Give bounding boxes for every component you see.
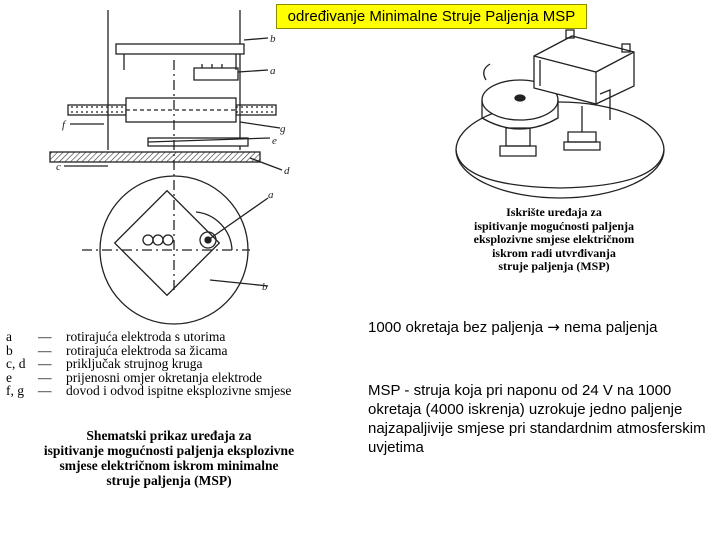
legend-dash: — bbox=[38, 342, 52, 358]
legend-key: a bbox=[6, 329, 12, 344]
legend-key: f, g bbox=[6, 383, 24, 398]
caption-line: Iskrište uređaja za bbox=[506, 205, 602, 219]
legend-text: dovod i odvod ispitne eksplozivne smjese bbox=[66, 383, 292, 398]
legend-text: rotirajuća elektroda s utorima bbox=[66, 329, 226, 344]
caption-line: eksplozivne smjese električnom bbox=[473, 232, 635, 246]
legend-dash: — bbox=[38, 369, 52, 385]
label-g: g bbox=[280, 123, 286, 135]
label-a-top: a bbox=[270, 65, 276, 77]
caption-line: struje paljenja (MSP) bbox=[498, 259, 610, 273]
legend-text: rotirajuća elektroda sa žicama bbox=[66, 342, 228, 358]
legend-dash: — bbox=[38, 383, 52, 398]
label-e: e bbox=[272, 135, 277, 147]
label-c: c bbox=[56, 161, 61, 173]
right-arrow-icon: → bbox=[547, 318, 560, 336]
spark-gap-device-drawing bbox=[456, 30, 664, 198]
schematic-caption bbox=[4, 428, 334, 488]
statement-text: 1000 okretaja bez paljenja bbox=[368, 319, 548, 336]
caption-line: ispitivanje mogućnosti paljenja bbox=[473, 218, 634, 233]
msp-definition: MSP - struja koja pri naponu od 24 V na 1000 okretaja (4000 iskrenja) uzrokuje jedno paljenje najzapaljivije smjese pri standardnim atmosferskim uvjetima bbox=[368, 382, 706, 456]
caption-line: Shematski prikaz uređaja za bbox=[86, 428, 252, 443]
label-b-bottom: b bbox=[262, 281, 268, 293]
label-b-top: b bbox=[270, 33, 276, 45]
legend-key: b bbox=[6, 342, 13, 358]
legend-item bbox=[6, 330, 291, 344]
no-ignition-statement bbox=[368, 318, 657, 337]
slide-title: određivanje Minimalne Struje Paljenja MSP bbox=[276, 4, 587, 29]
legend-dash: — bbox=[38, 329, 52, 344]
label-f: f bbox=[62, 119, 66, 131]
caption-line: struje paljenja (MSP) bbox=[106, 473, 232, 488]
legend-key: e bbox=[6, 369, 12, 385]
legend-item bbox=[6, 384, 291, 398]
caption-line: smjese električnom iskrom minimalne bbox=[59, 458, 279, 473]
statement-text: nema paljenja bbox=[559, 319, 658, 336]
legend-item bbox=[6, 344, 291, 358]
label-a-bottom: a bbox=[268, 189, 274, 201]
legend-text: priključak strujnog kruga bbox=[66, 356, 203, 371]
legend-item bbox=[6, 371, 291, 385]
legend-text: prijenosni omjer okretanja elektrode bbox=[66, 369, 263, 385]
spark-gap-caption bbox=[448, 206, 660, 274]
label-d: d bbox=[284, 165, 290, 177]
schematic-drawing bbox=[50, 10, 282, 324]
legend-key: c, d bbox=[6, 356, 26, 371]
caption-line: ispitivanje mogućnosti paljenja eksplozivne bbox=[43, 443, 295, 458]
legend-dash: — bbox=[38, 356, 52, 371]
caption-line: iskrom radi utvrđivanja bbox=[492, 245, 616, 260]
legend-item bbox=[6, 357, 291, 371]
legend-list bbox=[6, 330, 291, 398]
